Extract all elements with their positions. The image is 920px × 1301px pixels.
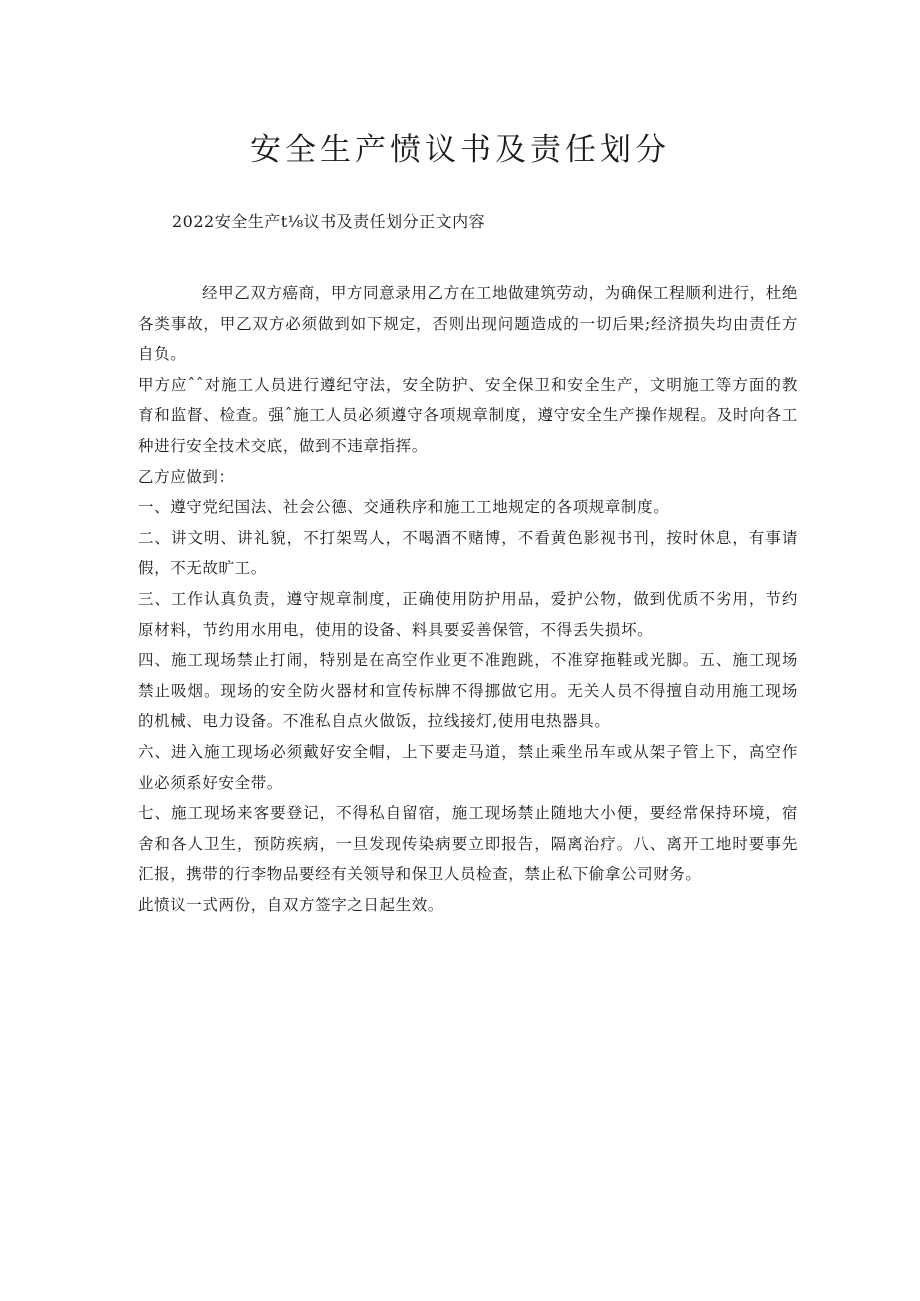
document-title: 安全生产愤议书及责任划分 [250, 132, 670, 168]
paragraph-closing: 此愤议一式两份，自双方签字之日起生效。 [138, 895, 444, 914]
paragraph-party-a: 甲方应ˆˆ对施工人员进行遵纪守法，安全防护、安全保卫和安全生产，文明施工等方面的教育和监督、检查。强ˆ施工人员必须遵守各项规章制度，遵守安全生产操作规程。及时向各工种进行安全技术交底，做到不违章指挥。 [138, 375, 798, 455]
paragraph-rule-1: 一、遵守党纪国法、社会公德、交通秩序和施工工地规定的各项规章制度。 [138, 498, 670, 517]
document-body [138, 278, 798, 920]
paragraph-party-b-heading: 乙方应做到： [138, 467, 235, 486]
paragraph-rule-3: 三、工作认真负责，遵守规章制度，正确使用防护用品，爱护公物，做到优质不劣用，节约原材料，节约用水用电，使用的设备、料具要妥善保管，不得丢失损坏。 [138, 589, 798, 639]
document-subtitle: 2022安全生产t⅛议书及责任划分正文内容 [172, 212, 486, 231]
paragraph-rule-4-5: 四、施工现场禁止打闹，特别是在高空作业更不准跑跳，不准穿拖鞋或光脚。五、施工现场禁止吸烟。现场的安全防火器材和宣传标牌不得挪做它用。无关人员不得擅自动用施工现场的机械、电力设备。不准私自点火做饭，拉线接灯,使用电热器具。 [138, 651, 798, 731]
paragraph-rule-7-8: 七、施工现场来客要登记，不得私自留宿，施工现场禁止随地大小便，要经常保持环境，宿舍和各人卫生，预防疾病，一旦发现传染病要立即报告，隔离治疗。八、离开工地时要事先汇报，携带的行李物品要经有关领导和保卫人员检查，禁止私下偷拿公司财务。 [138, 804, 798, 884]
paragraph-intro: 经甲乙双方癌商，甲方同意录用乙方在工地做建筑劳动，为确保工程顺利进行，杜绝各类事故，甲乙双方必须做到如下规定，否则出现问题造成的一切后果;经济损失均由责任方自负。 [138, 284, 798, 364]
paragraph-rule-2: 二、讲文明、讲礼貌，不打架骂人，不喝酒不赌博，不看黄色影视书刊，按时休息，有事请假，不无故旷工。 [138, 528, 798, 578]
paragraph-rule-6: 六、进入施工现场必须戴好安全帽，上下要走马道，禁止乘坐吊车或从架子管上下，高空作业必须系好安全带。 [138, 742, 798, 792]
